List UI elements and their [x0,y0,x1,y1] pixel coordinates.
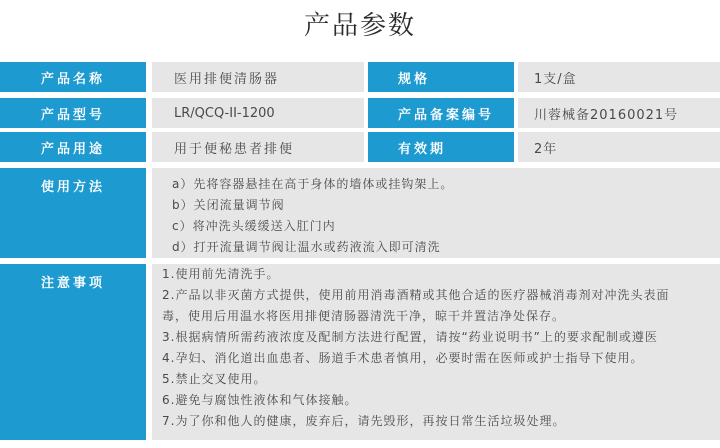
note-item: 3.根据病情所需药液浓度及配制方法进行配置，请按“药业说明书”上的要求配制或遵医 [162,330,658,344]
label-registration: 产品备案编号 [368,98,514,128]
note-item: 1.使用前先清洗手。 [162,267,280,281]
label-product-name: 产品名称 [0,62,146,92]
page-title: 产品参数 [303,11,416,41]
value-purpose: 用于便秘患者排便 [152,132,364,162]
note-item: 2.产品以非灭菌方式提供，使用前用消毒酒精或其他合适的医疗器械消毒剂对冲洗头表面 [162,288,670,302]
label-spec: 规格 [368,62,514,92]
note-item: 6.避免与腐蚀性液体和气体接触。 [162,393,358,407]
note-item: 5.禁止交叉使用。 [162,372,267,386]
usage-step: b）关闭流量调节阀 [172,198,285,212]
label-notes: 注意事项 [0,264,146,440]
note-item: 7.为了你和他人的健康，废弃后，请先毁形，再按日常生活垃圾处理。 [162,414,566,428]
usage-step: c）将冲洗头缓缓送入肛门内 [172,219,336,233]
note-item: 毒，使用后用温水将医用排便清肠器清洗干净，晾干并置洁净处保存。 [162,309,566,323]
value-product-name: 医用排便清肠器 [152,62,364,92]
label-usage: 使用方法 [0,168,146,258]
label-validity: 有效期 [368,132,514,162]
value-model: LR/QCQ-II-1200 [152,98,364,128]
notes-list [152,264,720,440]
usage-step: d）打开流量调节阀让温水或药液流入即可清洗 [172,240,441,254]
note-item: 4.孕妇、消化道出血患者、肠道手术患者慎用，必要时需在医师或护士指导下使用。 [162,351,644,365]
value-spec: 1支/盒 [518,62,720,92]
usage-step: a）先将容器悬挂在高于身体的墙体或挂钩架上。 [172,177,454,191]
label-model: 产品型号 [0,98,146,128]
value-validity: 2年 [518,132,720,162]
usage-steps [152,168,720,258]
value-registration: 川蓉械备20160021号 [518,98,720,128]
label-purpose: 产品用途 [0,132,146,162]
